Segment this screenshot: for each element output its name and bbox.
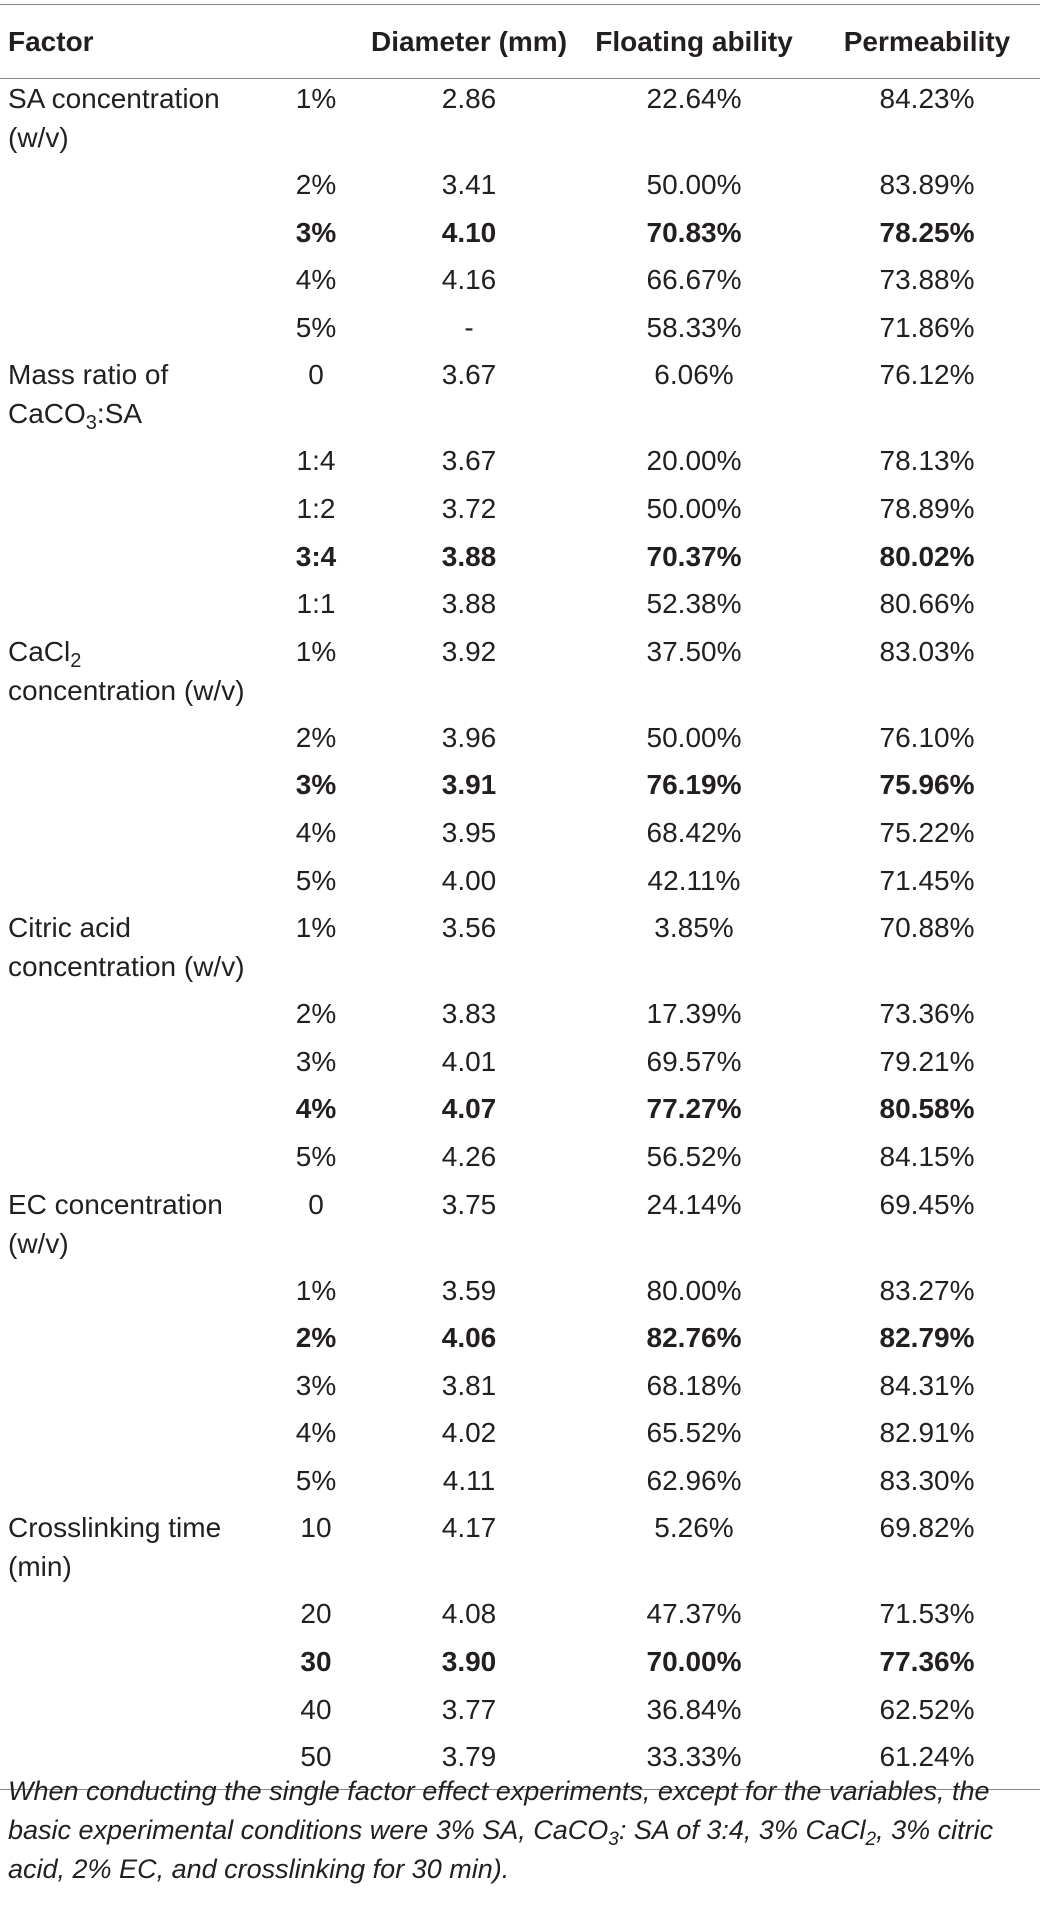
table-row <box>0 908 1040 994</box>
level-cell: 3% <box>295 769 337 801</box>
level-cell: 30 <box>300 1646 332 1678</box>
floating-ability-cell: 50.00% <box>646 492 742 524</box>
level-cell: 1:2 <box>296 492 336 524</box>
floating-ability-cell: 17.39% <box>646 998 742 1030</box>
permeability-cell: 76.10% <box>879 721 975 753</box>
table-row <box>0 165 1040 213</box>
level-cell: 1% <box>295 1274 337 1306</box>
permeability-cell: 61.24% <box>814 1737 1040 1790</box>
factor-cell <box>0 260 268 308</box>
floating-ability-cell: 37.50% <box>646 635 742 667</box>
factor-cell <box>0 79 268 166</box>
diameter-cell: - <box>464 311 474 343</box>
table-row <box>0 1042 1040 1090</box>
permeability-cell: 71.53% <box>879 1598 975 1630</box>
permeability-cell: 84.31% <box>879 1369 975 1401</box>
header-diameter: Diameter (mm) <box>364 5 574 79</box>
diameter-cell: 3.81 <box>441 1369 497 1401</box>
table-row <box>0 1413 1040 1461</box>
table-row <box>0 1089 1040 1137</box>
floating-ability-cell: 50.00% <box>646 721 742 753</box>
permeability-cell: 83.30% <box>879 1464 975 1496</box>
level-cell: 20 <box>300 1598 332 1630</box>
table-row <box>0 1185 1040 1271</box>
diameter-cell: 3.67 <box>441 445 497 477</box>
permeability-cell: 78.13% <box>879 445 975 477</box>
floating-ability-cell: 3.85% <box>654 912 734 944</box>
factor-name-text: :SA <box>96 398 143 430</box>
table-row <box>0 489 1040 537</box>
table-row <box>0 213 1040 261</box>
permeability-cell: 78.25% <box>879 216 975 248</box>
table-row <box>0 765 1040 813</box>
level-cell: 2% <box>295 1322 337 1354</box>
factor-cell <box>0 355 268 441</box>
permeability-cell: 83.89% <box>879 169 975 200</box>
diameter-cell: 3.67 <box>441 359 497 391</box>
footnote-subscript-1: 3 <box>608 1829 619 1850</box>
table-row <box>0 537 1040 585</box>
diameter-cell: 4.26 <box>441 1140 497 1172</box>
factor-cell <box>0 308 268 356</box>
floating-ability-cell: 82.76% <box>646 1322 742 1354</box>
factor-cell <box>0 1089 268 1137</box>
level-cell: 40 <box>300 1693 332 1725</box>
permeability-cell: 84.15% <box>879 1140 975 1172</box>
factor-name-line-1: EC concentration <box>8 1188 223 1220</box>
level-cell: 2% <box>295 721 337 753</box>
diameter-cell: 4.02 <box>441 1417 497 1449</box>
permeability-cell: 75.22% <box>879 816 975 848</box>
factor-name-line-2: (min) <box>8 1551 72 1583</box>
table-row <box>0 441 1040 489</box>
permeability-cell: 71.45% <box>879 864 975 896</box>
table-row <box>0 1318 1040 1366</box>
header-row <box>0 5 1040 79</box>
level-cell: 1:4 <box>296 445 336 477</box>
floating-ability-cell: 5.26% <box>654 1512 734 1544</box>
factor-cell <box>0 861 268 909</box>
floating-ability-cell: 33.33% <box>574 1737 814 1790</box>
diameter-cell: 3.77 <box>441 1693 497 1725</box>
level-cell: 5% <box>295 864 337 896</box>
floating-ability-cell: 62.96% <box>646 1464 742 1496</box>
diameter-cell: 3.91 <box>441 769 497 801</box>
diameter-cell: 4.00 <box>441 864 497 896</box>
level-cell: 4% <box>295 264 337 296</box>
permeability-cell: 78.89% <box>879 492 975 524</box>
floating-ability-cell: 42.11% <box>647 864 741 896</box>
permeability-cell: 82.91% <box>879 1417 975 1449</box>
level-cell: 2% <box>295 998 337 1030</box>
diameter-cell: 3.75 <box>441 1188 497 1220</box>
factor-cell <box>0 1271 268 1319</box>
diameter-cell: 4.11 <box>442 1464 496 1496</box>
table-row <box>0 718 1040 766</box>
factor-name-text: CaCO <box>8 398 86 430</box>
permeability-cell: 84.23% <box>879 83 975 114</box>
factor-cell <box>0 1690 268 1738</box>
diameter-cell: 3.88 <box>441 588 497 620</box>
table-row <box>0 861 1040 909</box>
level-cell: 0 <box>308 359 324 391</box>
permeability-cell: 80.66% <box>879 588 975 620</box>
factor-cell <box>0 1042 268 1090</box>
footnote-text-2: : SA of 3:4, 3% CaCl <box>618 1815 866 1845</box>
factor-cell <box>0 908 268 994</box>
factor-name-line-2: concentration (w/v) <box>8 951 245 983</box>
factor-name-line-1: Crosslinking time <box>8 1512 222 1544</box>
table-row <box>0 355 1040 441</box>
table-body <box>0 79 1040 1790</box>
factor-cell <box>0 213 268 261</box>
diameter-cell: 3.92 <box>441 635 497 667</box>
level-cell: 4% <box>295 816 337 848</box>
diameter-cell: 3.72 <box>441 492 497 524</box>
diameter-cell: 3.83 <box>441 998 497 1030</box>
table-row <box>0 1137 1040 1185</box>
table-row <box>0 308 1040 356</box>
table-row <box>0 1461 1040 1509</box>
permeability-cell: 75.96% <box>879 769 975 801</box>
footnote-text-1: When conducting the single factor effect experiments, except for the variables, the basic experimental conditions were 3% SA, CaCO <box>8 1776 990 1845</box>
permeability-cell: 62.52% <box>879 1693 975 1725</box>
permeability-cell: 83.27% <box>879 1274 975 1306</box>
floating-ability-cell: 65.52% <box>646 1417 742 1449</box>
factor-cell <box>0 765 268 813</box>
floating-ability-cell: 58.33% <box>646 311 742 343</box>
permeability-cell: 80.02% <box>879 540 975 572</box>
diameter-cell: 4.17 <box>441 1512 497 1544</box>
diameter-cell: 3.56 <box>441 912 497 944</box>
level-cell: 1:1 <box>296 588 336 620</box>
diameter-cell: 4.06 <box>441 1322 497 1354</box>
factor-cell <box>0 813 268 861</box>
footnote-text-3: , 3% citric acid, 2% EC, and crosslinking for 30 min). <box>8 1815 994 1884</box>
factor-cell <box>0 632 268 718</box>
diameter-cell: 4.01 <box>441 1045 497 1077</box>
table-row <box>0 1366 1040 1414</box>
table-row <box>0 994 1040 1042</box>
diameter-cell: 4.08 <box>441 1598 497 1630</box>
header-factor: Factor <box>0 5 268 79</box>
level-cell: 1% <box>295 83 337 114</box>
floating-ability-cell: 70.00% <box>646 1646 742 1678</box>
diameter-cell: 4.10 <box>441 216 497 248</box>
factor-cell <box>0 165 268 213</box>
factor-cell <box>0 1508 268 1594</box>
floating-ability-cell: 68.42% <box>646 816 742 848</box>
table-row <box>0 584 1040 632</box>
table-row <box>0 1690 1040 1738</box>
diameter-cell: 3.88 <box>441 540 497 572</box>
diameter-cell: 2.86 <box>441 83 497 114</box>
floating-ability-cell: 70.83% <box>646 216 742 248</box>
table-row <box>0 813 1040 861</box>
level-cell: 3% <box>295 1369 337 1401</box>
level-cell: 5% <box>295 1140 337 1172</box>
factor-cell <box>0 1366 268 1414</box>
permeability-cell: 76.12% <box>879 359 975 391</box>
permeability-cell: 73.88% <box>879 264 975 296</box>
factor-name-line-2: (w/v) <box>8 1227 69 1259</box>
level-cell: 1% <box>295 912 337 944</box>
floating-ability-cell: 56.52% <box>646 1140 742 1172</box>
level-cell: 3:4 <box>295 540 337 572</box>
level-cell: 5% <box>295 1464 337 1496</box>
factor-name-subscript: 3 <box>85 412 97 435</box>
floating-ability-cell: 6.06% <box>654 359 734 391</box>
floating-ability-cell: 70.37% <box>646 540 742 572</box>
diameter-cell: 3.59 <box>441 1274 497 1306</box>
level-cell: 4% <box>295 1417 337 1449</box>
factor-cell <box>0 1318 268 1366</box>
level-cell: 5% <box>295 311 337 343</box>
diameter-cell: 4.16 <box>441 264 497 296</box>
diameter-cell: 3.79 <box>364 1737 574 1790</box>
level-cell: 0 <box>308 1188 324 1220</box>
factor-cell <box>0 1185 268 1271</box>
floating-ability-cell: 77.27% <box>646 1093 742 1125</box>
table-footnote <box>8 1772 1033 1889</box>
footnote-subscript-2: 2 <box>865 1829 877 1850</box>
factor-name-line-1 <box>8 632 268 671</box>
header-permeability: Permeability <box>814 5 1040 79</box>
diameter-cell: 3.95 <box>441 816 497 848</box>
header-level <box>268 5 364 79</box>
permeability-cell: 71.86% <box>879 311 975 343</box>
permeability-cell: 82.79% <box>879 1322 975 1354</box>
level-cell: 3% <box>295 1045 337 1077</box>
factor-cell <box>0 994 268 1042</box>
permeability-cell: 79.21% <box>879 1045 975 1077</box>
level-cell: 10 <box>300 1512 332 1544</box>
table-row <box>0 1508 1040 1594</box>
permeability-cell: 69.82% <box>879 1512 975 1544</box>
factor-name-text: CaCl <box>8 635 71 667</box>
level-cell: 2% <box>295 169 337 200</box>
diameter-cell: 3.90 <box>441 1646 497 1678</box>
factor-name-line-2: concentration (w/v) <box>8 674 245 706</box>
factor-cell <box>0 441 268 489</box>
floating-ability-cell: 22.64% <box>646 83 742 114</box>
factor-name-line-2: (w/v) <box>8 122 69 153</box>
floating-ability-cell: 66.67% <box>646 264 742 296</box>
factor-name-line-1: SA concentration <box>8 83 220 114</box>
table-row <box>0 79 1040 166</box>
level-cell: 1% <box>295 635 337 667</box>
factor-cell <box>0 1642 268 1690</box>
diameter-cell: 4.07 <box>441 1093 497 1125</box>
floating-ability-cell: 68.18% <box>646 1369 742 1401</box>
factor-cell <box>0 584 268 632</box>
table-row <box>0 1594 1040 1642</box>
permeability-cell: 70.88% <box>879 912 975 944</box>
table-row <box>0 1271 1040 1319</box>
floating-ability-cell: 36.84% <box>646 1693 742 1725</box>
floating-ability-cell: 24.14% <box>646 1188 742 1220</box>
factor-cell <box>0 1137 268 1185</box>
factor-name-line-2 <box>8 394 268 433</box>
level-cell: 50 <box>268 1737 364 1790</box>
factor-cell <box>0 718 268 766</box>
factor-cell <box>0 1594 268 1642</box>
table-row <box>0 632 1040 718</box>
diameter-cell: 3.41 <box>441 169 497 200</box>
floating-ability-cell: 50.00% <box>646 169 742 200</box>
permeability-cell: 77.36% <box>879 1646 975 1678</box>
floating-ability-cell: 47.37% <box>646 1598 742 1630</box>
factor-name-line-1: Citric acid <box>8 912 131 944</box>
table-row <box>0 1642 1040 1690</box>
factor-name-line-1: Mass ratio of <box>8 359 169 391</box>
level-cell: 4% <box>295 1093 337 1125</box>
factor-cell <box>0 489 268 537</box>
factor-results-table <box>0 4 1040 1790</box>
header-floating-ability: Floating ability <box>574 5 814 79</box>
factor-cell <box>0 537 268 585</box>
floating-ability-cell: 52.38% <box>646 588 742 620</box>
floating-ability-cell: 80.00% <box>646 1274 742 1306</box>
factor-name-subscript: 2 <box>70 649 82 672</box>
diameter-cell: 3.96 <box>441 721 497 753</box>
floating-ability-cell: 20.00% <box>646 445 742 477</box>
permeability-cell: 69.45% <box>879 1188 975 1220</box>
permeability-cell: 83.03% <box>879 635 975 667</box>
factor-cell <box>0 1461 268 1509</box>
table-row <box>0 260 1040 308</box>
floating-ability-cell: 69.57% <box>646 1045 742 1077</box>
permeability-cell: 73.36% <box>879 998 975 1030</box>
floating-ability-cell: 76.19% <box>646 769 742 801</box>
factor-cell <box>0 1413 268 1461</box>
level-cell: 3% <box>295 216 337 248</box>
permeability-cell: 80.58% <box>879 1093 975 1125</box>
